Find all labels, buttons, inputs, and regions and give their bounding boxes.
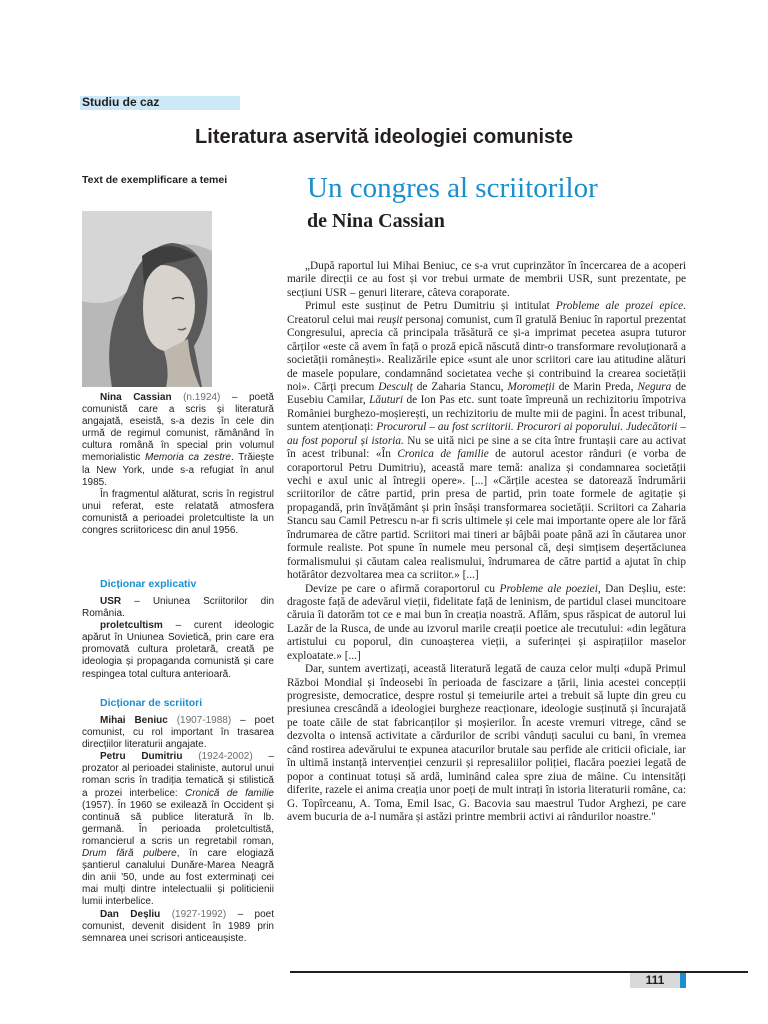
dict-def-proletcultism: – curent ideologic apărut în Uniunea Sovietică, prin care era promovată cultura proletară, creată pe ideologia și propaganda comunistă și care respingea total cultura anterioară. <box>82 620 274 680</box>
bio-dates: (n.1924) <box>183 392 221 403</box>
article-paragraph-1: „După raportul lui Mihai Beniuc, ce s-a vrut cuprinzător în încercarea de a acoperi marile direcții ce au fost și vor trebui urmate de membrii USR, sunt prezentate, pe secțiuni USR – genuri literare, câteva coraporate. <box>287 260 686 299</box>
article-paragraph-3 <box>287 583 686 664</box>
chapter-title: Literatura aservită ideologiei comuniste <box>195 126 573 148</box>
writer-entry-deslliu <box>82 909 274 945</box>
dict-scriitori-title: Dicționar de scriitori <box>100 697 203 709</box>
p2-italic-2: reușit <box>377 313 403 326</box>
p2-text-g: de Ion Pas etc. sunt toate împreună un rechizitoriu împotriva României burghezo-moșierești, un rechizitoriu de multe mii de pagini. În acest tribunal, suntem atenționați: <box>287 394 686 434</box>
page-accent-bar <box>680 973 686 988</box>
article-paragraph-2 <box>287 300 686 582</box>
p2-text-f: de Eusebiu Camilar, <box>287 380 686 407</box>
p2-italic-3: Desculț <box>378 380 413 393</box>
writer-def-dumitriu-1: – prozator al perioadei staliniste, autorul unui roman scris în tradiția tematică și stilistică a prozei interbelice: <box>82 751 275 799</box>
p2-italic-6: Lăuturi <box>369 394 404 407</box>
article-title: Un congres al scriitorilor <box>307 172 598 204</box>
writer-name-deslliu: Dan Deșliu <box>100 908 161 920</box>
dict-def-usr: – Uniunea Scriitorilor din România. <box>82 596 274 620</box>
author-portrait-image <box>82 211 212 387</box>
writer-dates-beniuc: (1907-1988) <box>176 715 232 726</box>
p2-text-a: Primul este susținut de Petru Dumitriu și intitulat <box>305 300 556 313</box>
p3-text-b: , Dan Deșliu, este: dragoste față de adevărul vieții, fidelitate față de leninism, de partidul clasei muncitoare căruia îi datorăm tot ce e mai bun în creația noastră. Aflăm, spus răspicat de autorul lui Lazăr de la Rusca, de unde au izvorul marile creații poetice ale trecutului: «din legătura artistului cu poporul, din cunoașterea vieții, a suferinței și aspirațiilor maselor exploatate.» [...] <box>287 582 686 662</box>
p2-text-c: personaj comunist, cum îl gratulă Beniuc în raportul prezentat Congresului, aprecia că principala trăsătură ce și-a imprimat pecetea asupra tuturor cărților «este că avem în față o proză epică născută dintr-o transformare revoluționară a societății românești». Realizările epice «sunt ale unor scriitori care iau atitudine alături de masele populare, condamnând societatea veche și contribuind la crearea societății noi». Cărți precum <box>287 313 686 393</box>
writer-name-dumitriu: Petru Dumitriu <box>100 751 183 763</box>
dict-term-proletcultism: proletcultism <box>100 620 163 632</box>
p3-italic-1: Probleme ale poeziei <box>499 582 598 595</box>
writer-def-dumitriu-2: (1957). În 1960 se exilează în Occident și continuă să publice literatură în lb. germană. În perioada proletcultistă, romancierul a scris un regretabil roman, <box>82 799 274 847</box>
p2-italic-8: Cronica de familie <box>397 448 489 461</box>
writer-book-dumitriu-1: Cronică de familie <box>184 787 274 799</box>
dict-explicativ-title: Dicționar explicativ <box>100 578 197 590</box>
bio-book: Memoria ca zestre <box>145 452 231 464</box>
writer-name-beniuc: Mihai Beniuc <box>100 715 168 726</box>
dict-entry-proletcultism <box>82 620 274 680</box>
dict-scriitori <box>82 715 274 945</box>
p3-text-a: Devize pe care o afirmă coraportorul cu <box>305 582 500 595</box>
bio-name: Nina Cassian <box>100 392 172 403</box>
author-photo <box>82 211 212 387</box>
article-body <box>287 260 686 824</box>
writer-book-dumitriu-2: Drum fără pulbere <box>82 848 177 860</box>
writer-dates-dumitriu: (1924-2002) <box>198 751 253 763</box>
p2-italic-7: Procurorul – au fost scriitorii. Procurori ai poporului. Judecătorii – au fost poporul și istoria. <box>287 421 686 447</box>
bio-block <box>82 392 274 537</box>
bio-text-1: – poetă comunistă care a scris și literatură angajată, eseistă, s-a dezis în cele din urmă de regimul comunist, rămânând în cultura română în special prin volumul memorialistic <box>82 392 274 464</box>
p2-text-j: de autorul acestor rânduri (e vorba de coraportorul Petru Dumitriu), această mare temă: analiza și condamnarea societății vechi e axul unic al întregii opere». [...] «Cărțile acestea se datorează îndrumării scriitorilor de către partid, prin presa de partid, prin toate formele de agitație și propagandă, prin învățământ și prin însăși transformarea societății. Scriitori ca Zaharia Stancu sau Camil Petrescu n-ar fi scris ultimele și cele mai importante opere ale lor fără îndrumarea de către partid. Scriitori mai tineri ar bâjbâi poate până azi în căutarea unor formule realiste. Pot spune în numele meu personal că, deși simțisem deșertăciunea formalismului și căutam calea realismului, îndrumarea de către partid a ajutat în chip hotărâtor dezvoltarea mea ca scriitor.» [...] <box>287 448 687 582</box>
bio-paragraph <box>82 392 274 489</box>
p2-italic-5: Negura <box>637 380 672 393</box>
writer-def-beniuc: – poet comunist, cu rol important în trasarea direcțiilor literaturii angajate. <box>82 715 274 751</box>
section-tag <box>80 96 240 110</box>
dict-entry-usr <box>82 596 274 620</box>
bio-paragraph-2: În fragmentul alăturat, scris în registrul unui referat, este relatată atmosfera comunistă a perioadei proletcultiste la un congres scriitoricesc din anul 1956. <box>82 488 274 537</box>
p2-italic-4: Moromeții <box>507 380 555 393</box>
writer-entry-beniuc <box>82 715 274 751</box>
exemplify-label: Text de exemplificare a temei <box>82 174 228 186</box>
dict-term-usr: USR <box>100 596 122 607</box>
p2-italic-1: Probleme ale prozei epice <box>555 300 684 313</box>
p2-text-h: Nu se uită nici pe sine a se cita între fruntașii care au activat în acest tribunal: «În <box>287 434 686 461</box>
bio-text-2: . Trăiește la New York, unde s-a refugiat în anul 1985. <box>82 452 274 488</box>
p2-text-b: . Creatorul celui mai <box>287 300 686 326</box>
dict-explicativ <box>82 596 274 681</box>
article-author: de Nina Cassian <box>307 210 445 232</box>
p2-text-d: de Zaharia Stancu, <box>412 380 508 393</box>
writer-entry-dumitriu <box>82 751 274 908</box>
section-tag-label: Studiu de caz <box>82 95 160 109</box>
writer-def-dumitriu-3: , în care elogiază șantierul canalului Dunăre-Marea Neagră din anii '50, unde au fost exterminați cei mai mulți dintre intelectualii și politicienii lumii interbelice. <box>82 848 274 908</box>
writer-dates-deslliu: (1927-1992) <box>171 908 227 920</box>
page-number: 111 <box>645 973 665 987</box>
page-number-box <box>630 973 680 988</box>
writer-def-deslliu: – poet comunist, devenit disident în 1989 prin semnarea unei scrisori anticeaușiste. <box>82 908 274 944</box>
article-paragraph-4: Dar, suntem avertizați, această literatură legată de cauza celor mulți «după Primul Război Mondial și îndeosebi în perioada de fascizare a țării, linia acestei concepții progresiste, democratice, despre rostul și temeiurile artei a trebuit să lupte din greu cu presiunea crescândă a ideologiei burgheze reacționare, ideologie susținută și încurajată pe toate căile de stat fabricanților și moșierilor. În aceste vremuri vitrege, când se dezvolta o intensă activitate a cărdurilor de scribi vânduți sacului cu bani, în vremea când rostirea adevărului te expunea atacurilor brutale sau perfide ale criticii oficiale, iar în ultimă instanță intervenției cenzurii și represaliilor poliției, flacăra poeziei legată de popor a continuat totuși să ardă, luminând calea spre ziua de mâine. Cu intensități diferite, razele ei anima creația unor poeți de mult intrați în istoria literaturii române, ca: G. Topîrceanu, A. Toma, Emil Isac, G. Bacovia sau maestrul Tudor Arghezi, pe care avem bucuria de a-l număra și astăzi printre membrii activi ai rândurilor noastre." <box>287 663 686 823</box>
p2-text-e: de Marin Preda, <box>554 380 638 393</box>
